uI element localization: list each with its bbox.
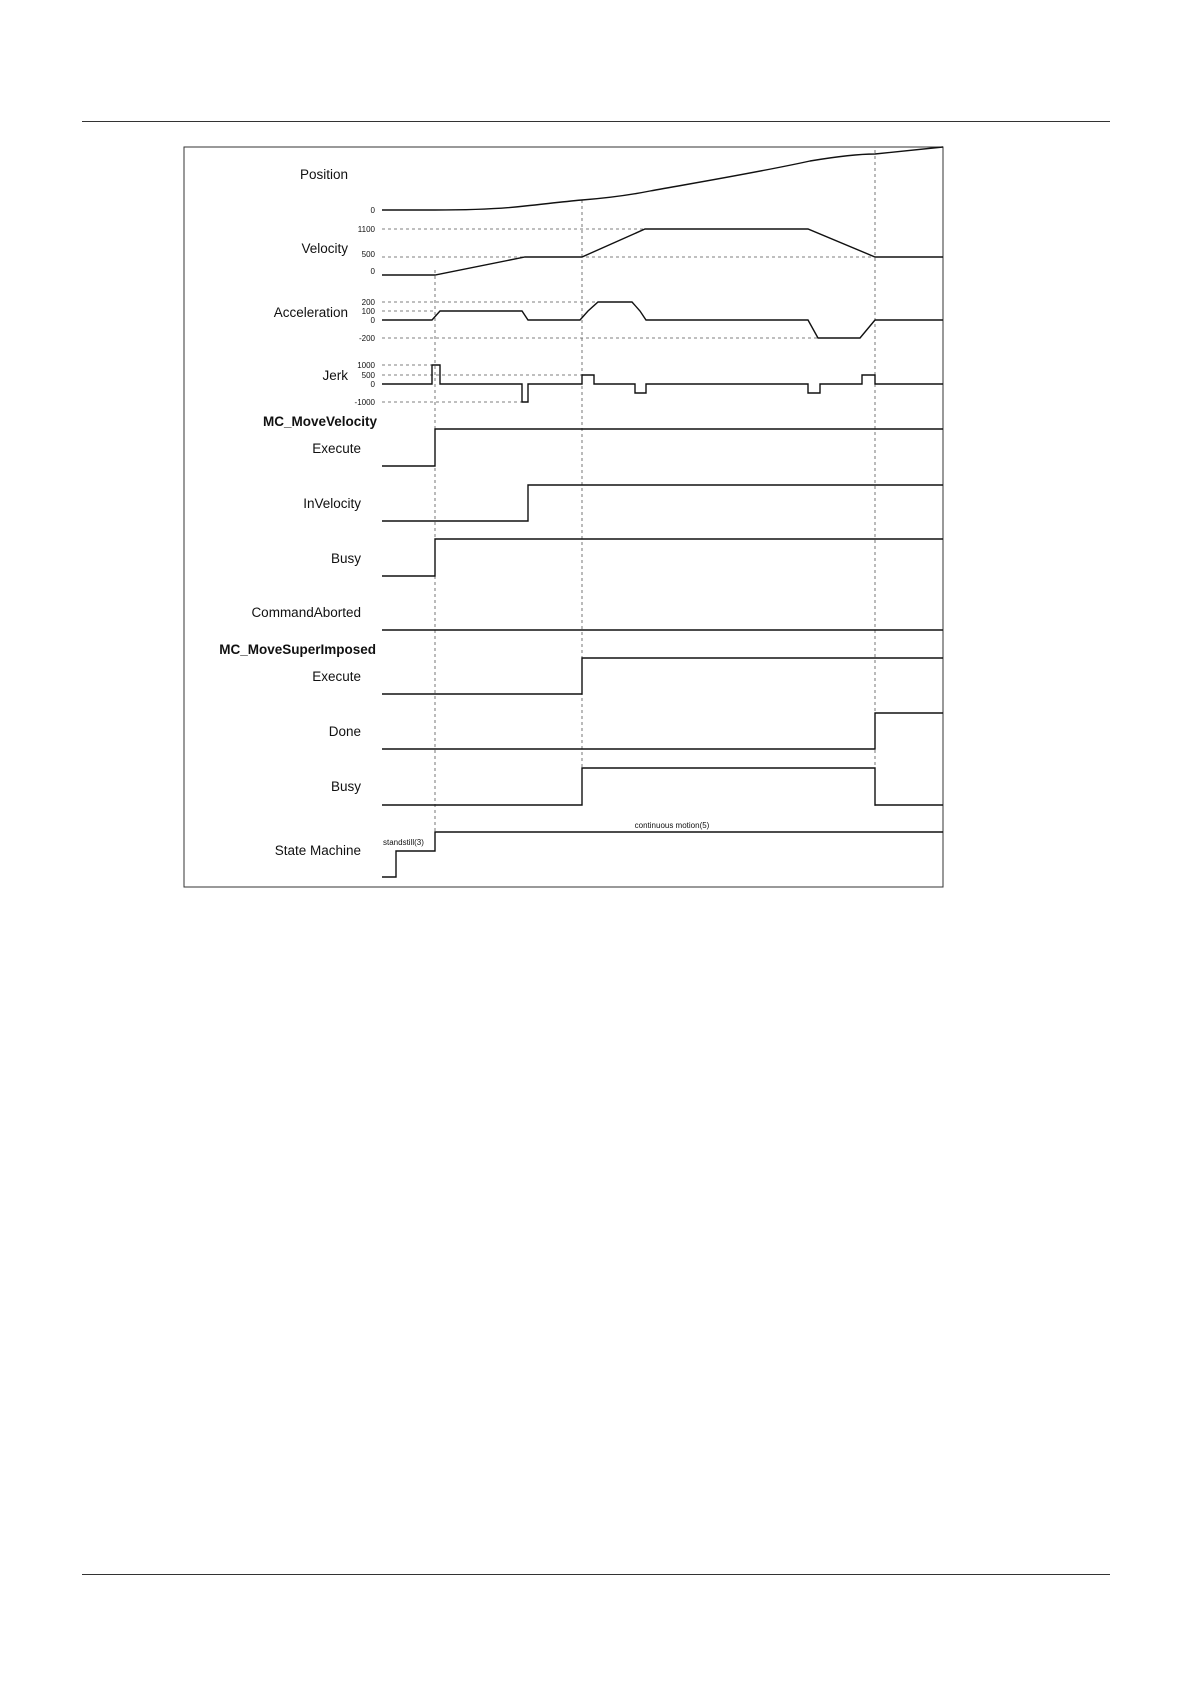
tick-acceleration-200: 200 xyxy=(361,298,375,307)
acceleration-trace xyxy=(382,302,943,338)
tick-jerk-0: 0 xyxy=(370,380,375,389)
label-mc-move-superimposed: MC_MoveSuperImposed xyxy=(219,642,376,657)
mv-invelocity-trace xyxy=(382,485,943,521)
tick-acceleration-0: 0 xyxy=(370,316,375,325)
label-position: Position xyxy=(299,167,348,182)
waveforms xyxy=(382,147,943,877)
tick-velocity-500: 500 xyxy=(361,250,375,259)
velocity-trace xyxy=(382,229,943,275)
time-guides xyxy=(435,150,875,832)
tick-jerk-1000: 1000 xyxy=(357,361,375,370)
tick-labels xyxy=(355,206,376,407)
tick-velocity-0: 0 xyxy=(370,267,375,276)
label-state-machine: State Machine xyxy=(274,843,361,858)
label-velocity: Velocity xyxy=(301,241,348,256)
msi-busy-trace xyxy=(382,768,943,805)
label-acceleration: Acceleration xyxy=(273,305,348,320)
diagram-frame xyxy=(184,147,943,887)
tick-acceleration-100: 100 xyxy=(361,307,375,316)
state-standstill: standstill(3) xyxy=(383,838,424,847)
msi-execute-trace xyxy=(382,658,943,694)
jerk-trace xyxy=(382,365,943,402)
tick-velocity-1100: 1100 xyxy=(357,225,375,234)
tick-acceleration-neg200: -200 xyxy=(358,334,375,343)
mv-busy-trace xyxy=(382,539,943,576)
level-guides xyxy=(382,229,875,402)
mv-execute-trace xyxy=(382,429,943,466)
msi-done-trace xyxy=(382,713,943,749)
label-mv-commandaborted: CommandAborted xyxy=(251,605,361,620)
signal-labels xyxy=(219,167,377,858)
state-machine-trace xyxy=(382,832,943,877)
tick-jerk-500: 500 xyxy=(361,371,375,380)
label-msi-done: Done xyxy=(328,724,361,739)
label-mc-move-velocity: MC_MoveVelocity xyxy=(262,414,377,429)
label-mv-invelocity: InVelocity xyxy=(303,496,361,511)
label-msi-busy: Busy xyxy=(330,779,361,794)
label-mv-busy: Busy xyxy=(330,551,361,566)
label-msi-execute: Execute xyxy=(312,669,361,684)
state-continuous-motion: continuous motion(5) xyxy=(634,821,710,830)
tick-jerk-neg1000: -1000 xyxy=(354,398,375,407)
label-jerk: Jerk xyxy=(322,368,348,383)
tick-position-0: 0 xyxy=(370,206,375,215)
position-trace xyxy=(382,147,943,210)
label-mv-execute: Execute xyxy=(312,441,361,456)
